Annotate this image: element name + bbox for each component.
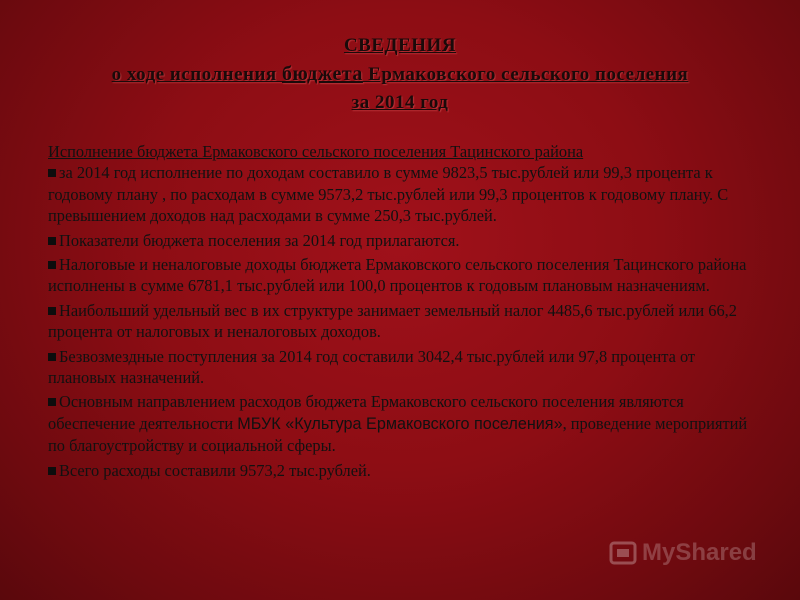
watermark xyxy=(608,538,757,568)
paragraph-text-c: , проведение мероприятий по благоустройству и социальной сферы. xyxy=(48,413,748,456)
paragraph-text: Показатели бюджета поселения за 2014 год прилагаются. xyxy=(59,230,460,250)
paragraph-text: за 2014 год исполнение по доходам составило в сумме 9823,5 тыс.рублей или 99,3 процента к годовому плану , по расходам в сумме 9573,2 тыс.рублей или 99,3 процентов к годовому плану. С превышением доходов над расходами в сумме 250,3 тыс.рублей. xyxy=(48,163,729,226)
bullet-paragraph-7 xyxy=(48,460,748,481)
paragraph-text-a: Основным направлением расходов бюджета Ермаковского сельского поселения являются обеспечение деятельности xyxy=(48,392,684,433)
paragraph-text: Налоговые и неналоговые доходы бюджета Ермаковского сельского поселения Тацинского района исполнены в сумме 6781,1 тыс.рублей или 100,0 процентов к годовым плановым назначениям. xyxy=(48,255,747,296)
myshared-logo-icon xyxy=(608,538,638,568)
paragraph-text: Всего расходы составили 9573,2 тыс.рублей. xyxy=(59,460,371,480)
title-year: за 2014 год xyxy=(351,92,449,113)
watermark-text: MyShared xyxy=(642,539,757,566)
title-subheading-part-a: о ходе исполнения xyxy=(111,64,282,85)
bullet-paragraph-2 xyxy=(48,230,748,251)
paragraph-text-mbuk: МБУК «Культура Ермаковского поселения» xyxy=(237,414,563,433)
title-subheading xyxy=(0,60,800,89)
slide-title xyxy=(0,32,800,117)
bullet-paragraph-4 xyxy=(48,300,748,343)
bullet-icon xyxy=(48,398,56,406)
bullet-icon xyxy=(48,353,56,361)
title-subheading-part-b: бюджета xyxy=(281,63,363,85)
intro-text: Исполнение бюджета Ермаковского сельского поселения Тацинского района xyxy=(48,142,584,161)
slide-body xyxy=(48,141,748,481)
bullet-paragraph-5 xyxy=(48,346,748,389)
bullet-paragraph-3 xyxy=(48,254,748,297)
bullet-icon xyxy=(48,467,56,475)
title-subheading-part-c: Ермаковского сельского поселения xyxy=(362,64,689,85)
bullet-paragraph-1 xyxy=(48,162,748,226)
paragraph-text: Наибольший удельный вес в их структуре занимает земельный налог 4485,6 тыс.рублей или 66,2 процента от налоговых и неналоговых доходов. xyxy=(48,300,737,342)
bullet-icon xyxy=(48,307,56,315)
bullet-icon xyxy=(48,169,56,177)
paragraph-text: Безвозмездные поступления за 2014 год составили 3042,4 тыс.рублей или 97,8 процента от плановых назначений. xyxy=(48,346,696,388)
bullet-paragraph-6 xyxy=(48,391,748,456)
title-heading: СВЕДЕНИЯ xyxy=(343,35,457,56)
bullet-icon xyxy=(48,261,56,269)
bullet-icon xyxy=(48,237,56,245)
